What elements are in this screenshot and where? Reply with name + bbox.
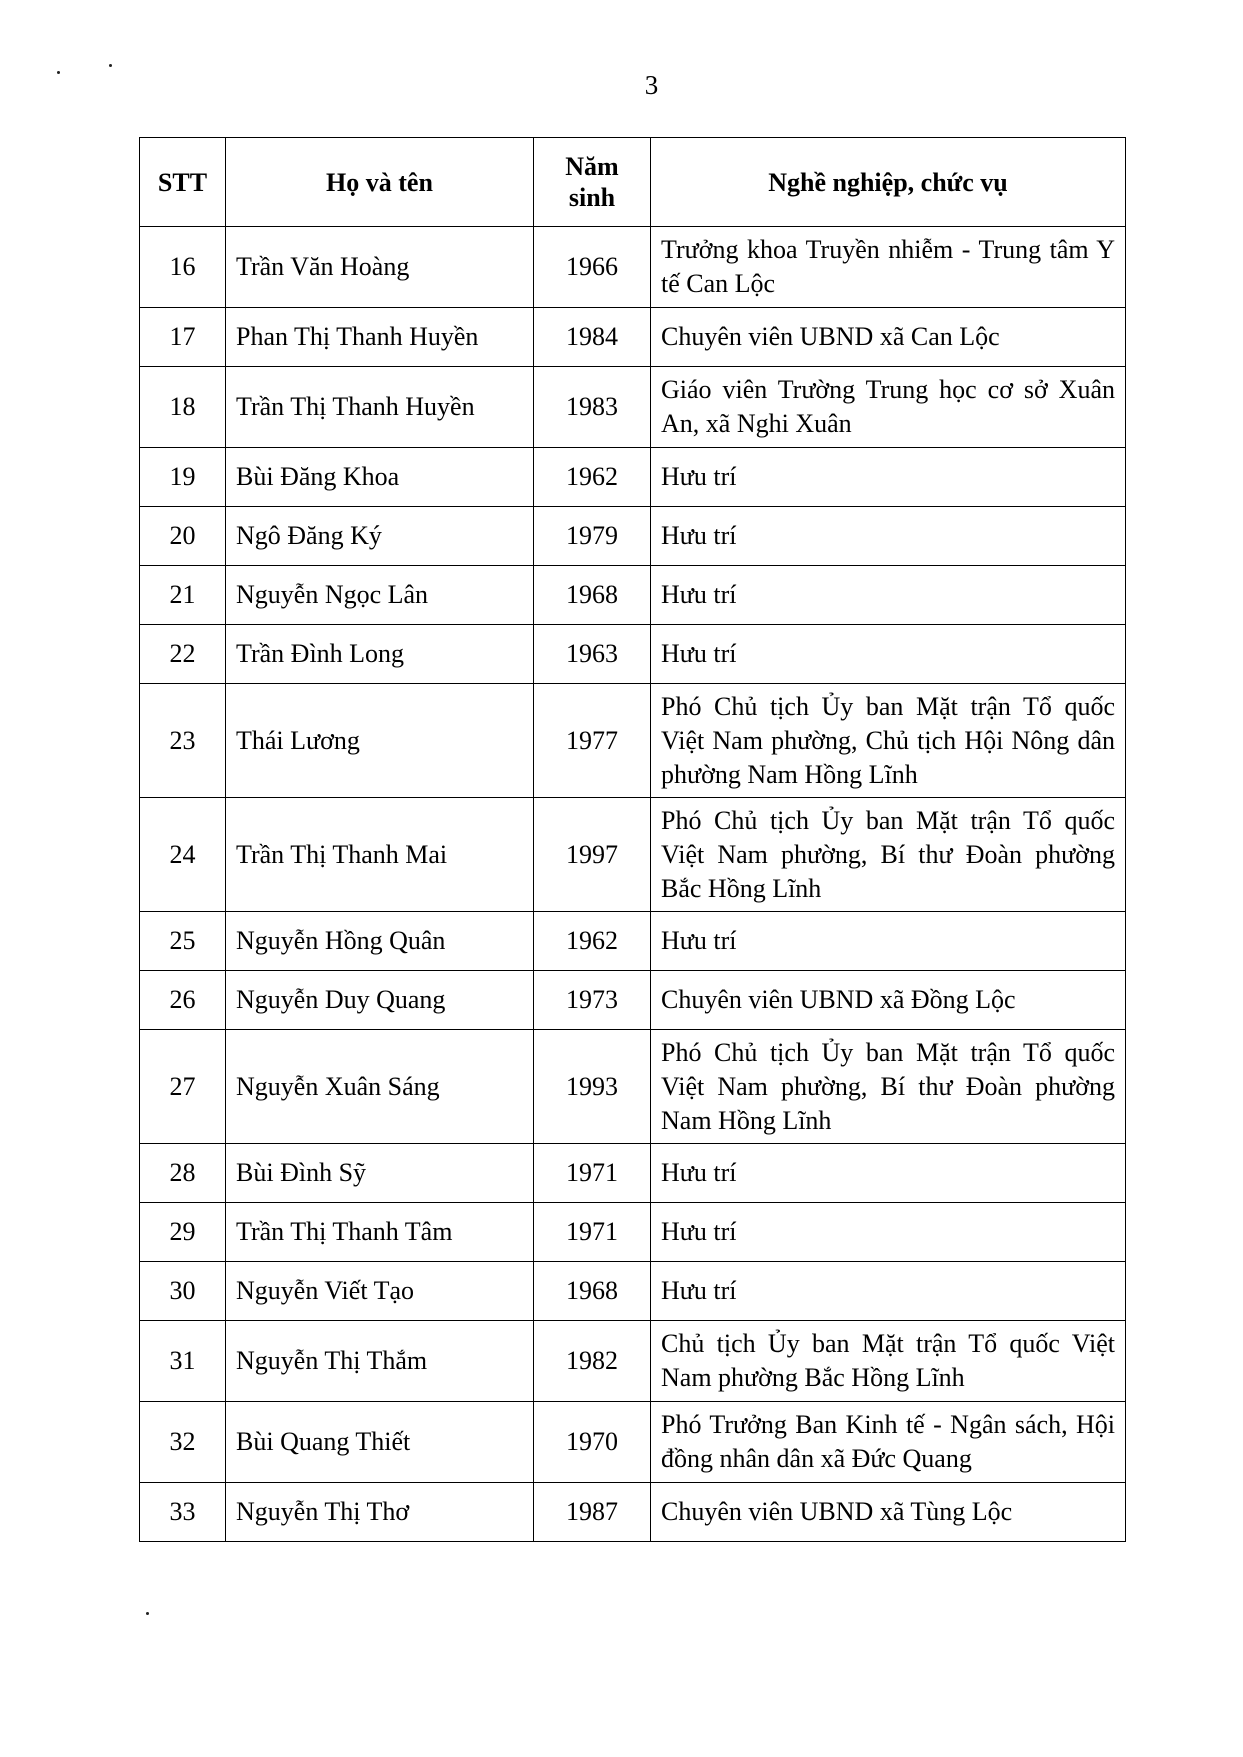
table-row [140, 566, 1126, 625]
cell-stt: 24 [140, 798, 226, 912]
cell-occupation: Chuyên viên UBND xã Đồng Lộc [651, 971, 1126, 1030]
cell-name: Bùi Đình Sỹ [226, 1144, 534, 1203]
cell-year: 1966 [534, 227, 651, 308]
cell-year: 1983 [534, 367, 651, 448]
cell-occupation: Chuyên viên UBND xã Can Lộc [651, 308, 1126, 367]
cell-stt: 30 [140, 1262, 226, 1321]
cell-occupation: Hưu trí [651, 566, 1126, 625]
cell-year: 1963 [534, 625, 651, 684]
cell-occupation: Hưu trí [651, 448, 1126, 507]
header-birth-year-line2: sinh [568, 183, 616, 212]
cell-name: Trần Thị Thanh Mai [226, 798, 534, 912]
member-table [139, 137, 1126, 1542]
cell-stt: 26 [140, 971, 226, 1030]
cell-occupation: Trưởng khoa Truyền nhiễm - Trung tâm Y tế Can Lộc [651, 227, 1126, 308]
cell-occupation: Chuyên viên UBND xã Tùng Lộc [651, 1483, 1126, 1542]
cell-name: Nguyễn Ngọc Lân [226, 566, 534, 625]
cell-occupation: Hưu trí [651, 1262, 1126, 1321]
cell-stt: 28 [140, 1144, 226, 1203]
cell-occupation: Phó Trưởng Ban Kinh tế - Ngân sách, Hội đồng nhân dân xã Đức Quang [651, 1402, 1126, 1483]
cell-name: Nguyễn Xuân Sáng [226, 1030, 534, 1144]
cell-stt: 19 [140, 448, 226, 507]
cell-name: Trần Thị Thanh Huyền [226, 367, 534, 448]
cell-name: Nguyễn Thị Thơ [226, 1483, 534, 1542]
table-row [140, 798, 1126, 912]
table-row [140, 1262, 1126, 1321]
cell-stt: 29 [140, 1203, 226, 1262]
cell-name: Nguyễn Duy Quang [226, 971, 534, 1030]
cell-name: Phan Thị Thanh Huyền [226, 308, 534, 367]
scan-speck [57, 71, 60, 74]
scan-speck [146, 1612, 149, 1615]
cell-name: Bùi Quang Thiết [226, 1402, 534, 1483]
cell-stt: 16 [140, 227, 226, 308]
table-row [140, 684, 1126, 798]
page-number: 3 [644, 70, 659, 100]
cell-name: Bùi Đăng Khoa [226, 448, 534, 507]
table-header-row [140, 138, 1126, 227]
cell-name: Nguyễn Thị Thắm [226, 1321, 534, 1402]
cell-year: 1962 [534, 912, 651, 971]
cell-stt: 21 [140, 566, 226, 625]
cell-name: Ngô Đăng Ký [226, 507, 534, 566]
cell-stt: 31 [140, 1321, 226, 1402]
cell-name: Thái Lương [226, 684, 534, 798]
table-row [140, 1203, 1126, 1262]
cell-occupation: Phó Chủ tịch Ủy ban Mặt trận Tổ quốc Việt Nam phường, Bí thư Đoàn phường Bắc Hồng Lĩnh [651, 798, 1126, 912]
cell-year: 1982 [534, 1321, 651, 1402]
cell-name: Trần Văn Hoàng [226, 227, 534, 308]
cell-stt: 22 [140, 625, 226, 684]
cell-year: 1962 [534, 448, 651, 507]
table-row [140, 308, 1126, 367]
cell-occupation: Hưu trí [651, 625, 1126, 684]
cell-occupation: Giáo viên Trường Trung học cơ sở Xuân An, xã Nghi Xuân [651, 367, 1126, 448]
cell-year: 1987 [534, 1483, 651, 1542]
cell-occupation: Phó Chủ tịch Ủy ban Mặt trận Tổ quốc Việt Nam phường, Chủ tịch Hội Nông dân phường Nam Hồng Lĩnh [651, 684, 1126, 798]
header-stt: STT [140, 138, 226, 227]
table-row [140, 1402, 1126, 1483]
cell-name: Trần Thị Thanh Tâm [226, 1203, 534, 1262]
cell-stt: 27 [140, 1030, 226, 1144]
cell-occupation: Phó Chủ tịch Ủy ban Mặt trận Tổ quốc Việt Nam phường, Bí thư Đoàn phường Nam Hồng Lĩnh [651, 1030, 1126, 1144]
header-birth-year [534, 138, 651, 227]
table-row [140, 971, 1126, 1030]
cell-occupation: Hưu trí [651, 912, 1126, 971]
cell-stt: 33 [140, 1483, 226, 1542]
cell-year: 1968 [534, 1262, 651, 1321]
table-row [140, 912, 1126, 971]
cell-occupation: Hưu trí [651, 507, 1126, 566]
table-row [140, 448, 1126, 507]
cell-year: 1993 [534, 1030, 651, 1144]
cell-year: 1997 [534, 798, 651, 912]
cell-year: 1973 [534, 971, 651, 1030]
cell-stt: 25 [140, 912, 226, 971]
table-row [140, 1321, 1126, 1402]
cell-occupation: Hưu trí [651, 1144, 1126, 1203]
cell-stt: 17 [140, 308, 226, 367]
cell-year: 1971 [534, 1203, 651, 1262]
cell-occupation: Chủ tịch Ủy ban Mặt trận Tổ quốc Việt Nam phường Bắc Hồng Lĩnh [651, 1321, 1126, 1402]
cell-name: Nguyễn Viết Tạo [226, 1262, 534, 1321]
cell-occupation: Hưu trí [651, 1203, 1126, 1262]
table-row [140, 367, 1126, 448]
cell-stt: 32 [140, 1402, 226, 1483]
cell-stt: 23 [140, 684, 226, 798]
scan-speck [109, 64, 112, 67]
cell-name: Trần Đình Long [226, 625, 534, 684]
table-row [140, 1483, 1126, 1542]
cell-year: 1977 [534, 684, 651, 798]
table-row [140, 227, 1126, 308]
table-row [140, 625, 1126, 684]
cell-year: 1970 [534, 1402, 651, 1483]
header-birth-year-line1: Năm [565, 152, 619, 181]
cell-stt: 18 [140, 367, 226, 448]
cell-year: 1971 [534, 1144, 651, 1203]
table-row [140, 1030, 1126, 1144]
cell-year: 1979 [534, 507, 651, 566]
cell-year: 1968 [534, 566, 651, 625]
header-occupation: Nghề nghiệp, chức vụ [651, 138, 1126, 227]
header-full-name: Họ và tên [226, 138, 534, 227]
cell-name: Nguyễn Hồng Quân [226, 912, 534, 971]
cell-year: 1984 [534, 308, 651, 367]
table-row [140, 507, 1126, 566]
table-row [140, 1144, 1126, 1203]
cell-stt: 20 [140, 507, 226, 566]
